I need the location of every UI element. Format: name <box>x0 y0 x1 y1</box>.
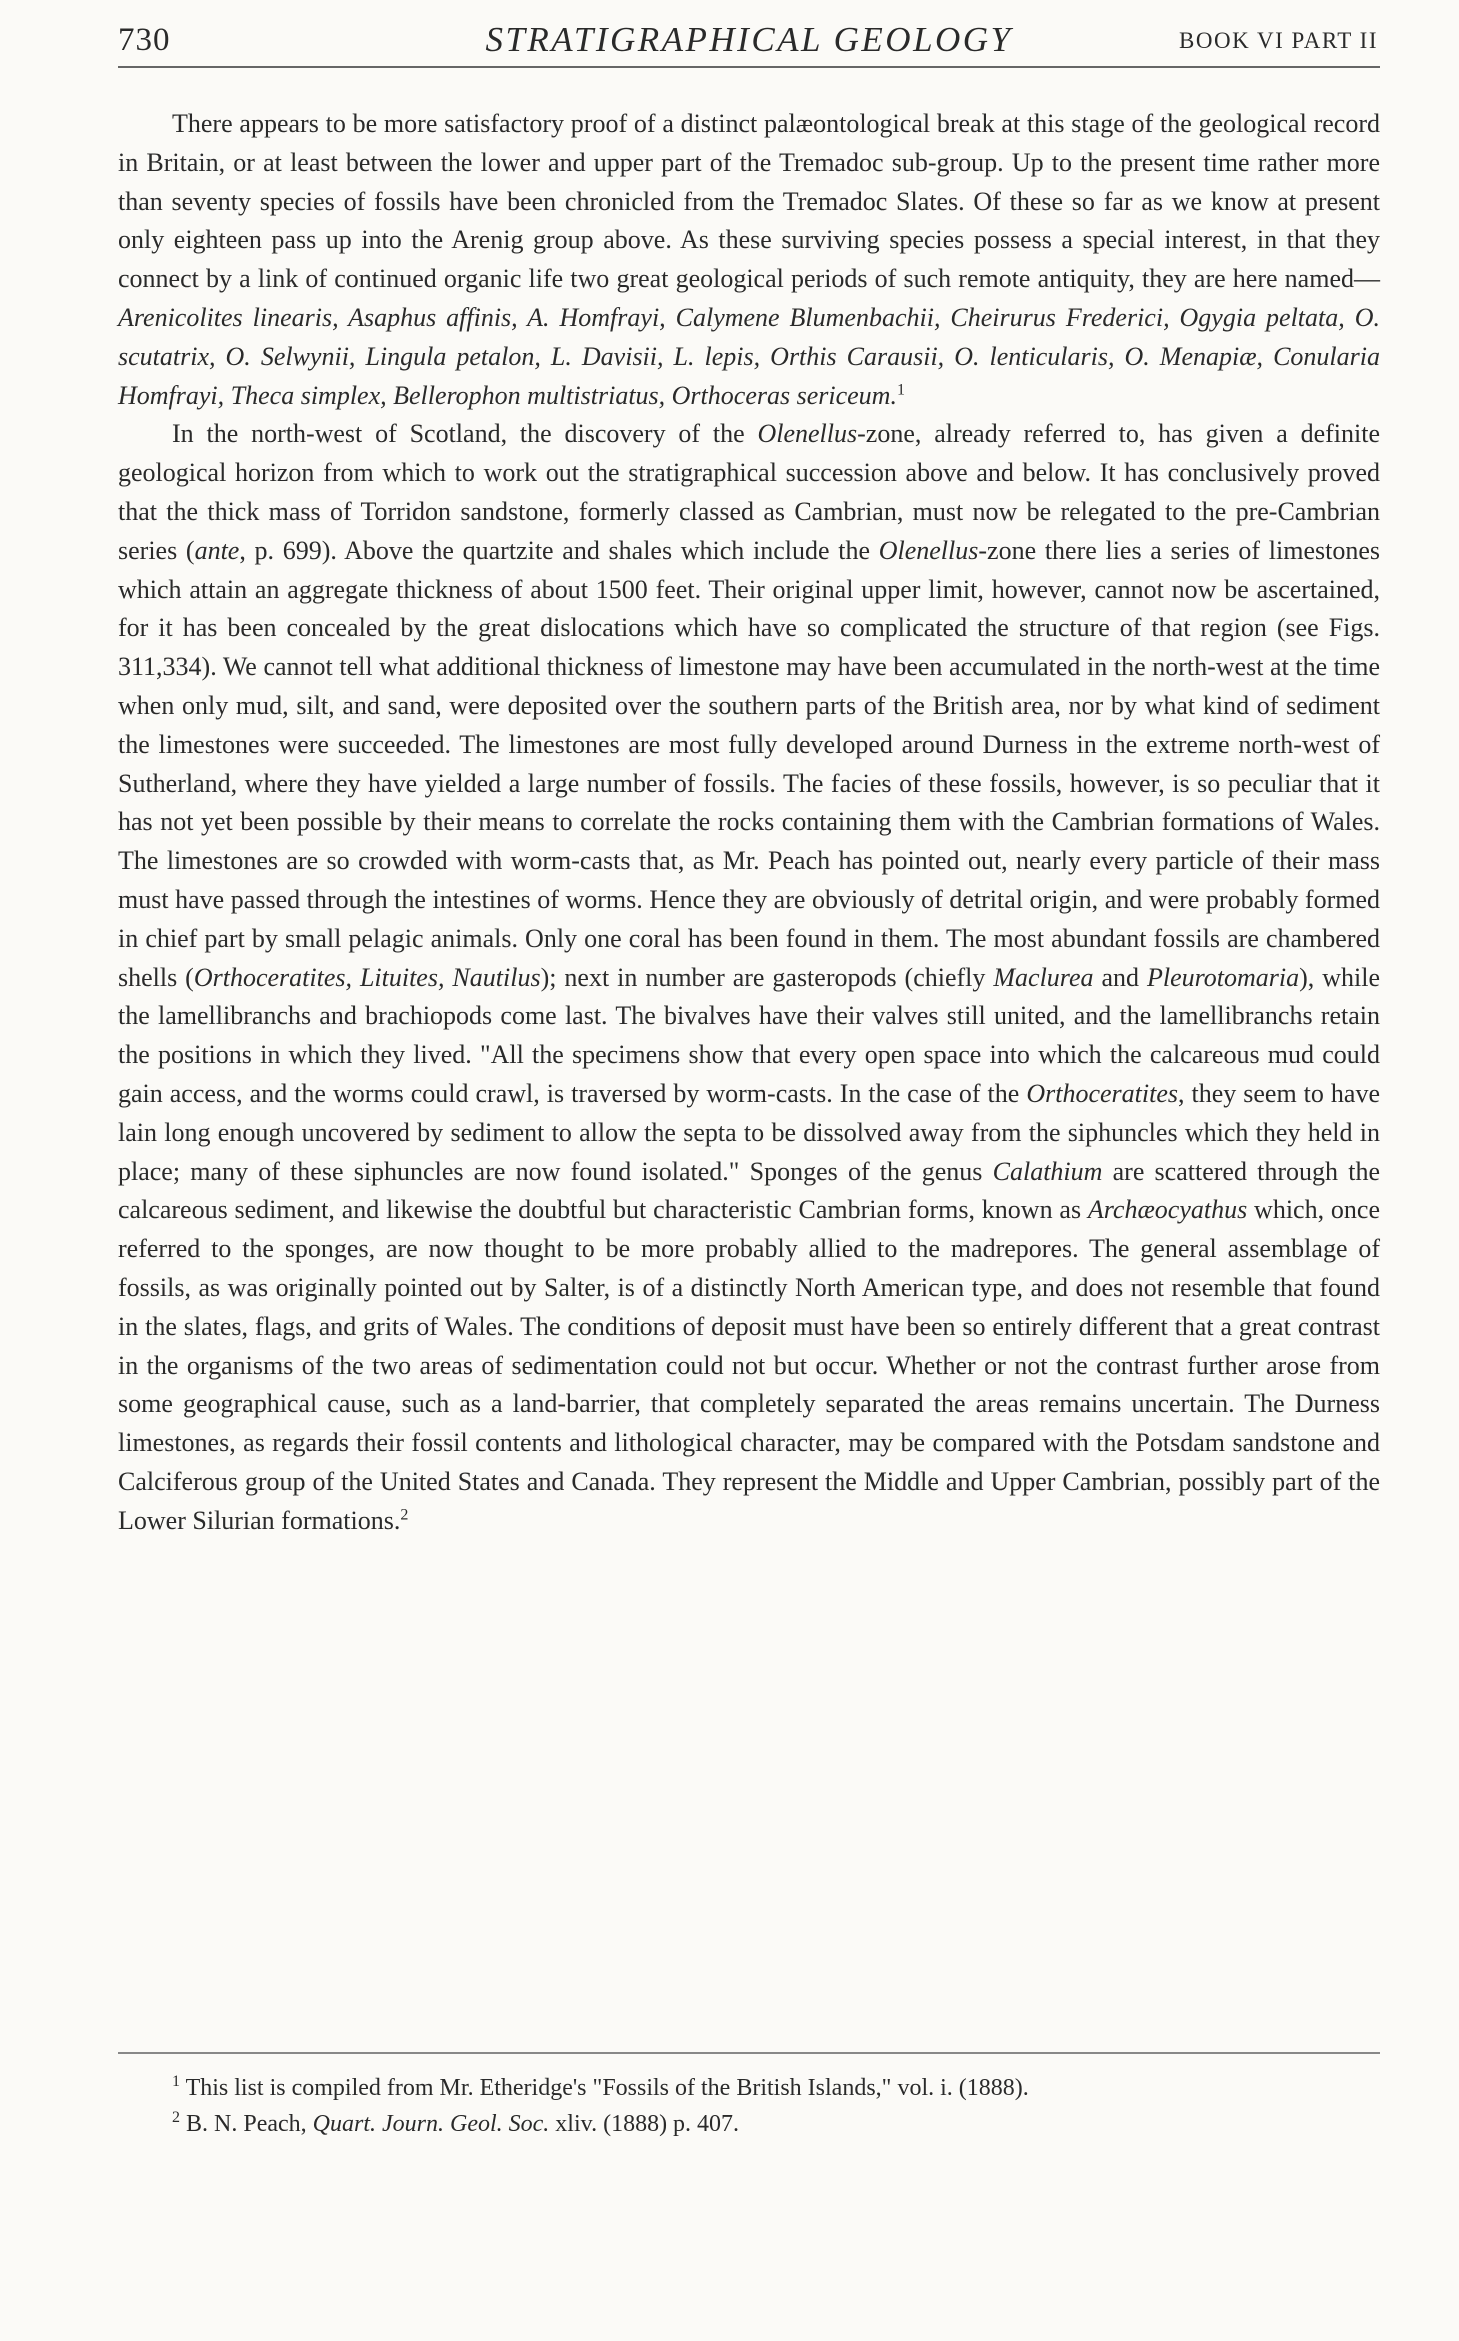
italic-term: Calathium <box>992 1156 1103 1186</box>
text-run: -zone there lies a series of limestones which attain an aggregate thickness of about 1500 feet. Their original upper limit, however, cannot now be ascertained, for it has been concealed by the great dislocations which have so complicated the structure of that region (see Figs. 311,334). We cannot tell what additional thickness of limestone may have been accumulated in the north-west at the time when only mud, silt, and sand, were deposited over the southern parts of the British area, nor by what kind of sediment the limestones were succeeded. The limestones are most fully developed around Durness in the extreme north-west of Sutherland, where they have yielded a large number of fossils. The facies of these fossils, however, is so peculiar that it has not yet been possible by their means to correlate the rocks containing them with the Cambrian formations of Wales. The limestones are so crowded with worm-casts that, as Mr. Peach has pointed out, nearly every particle of their mass must have passed through the intestines of worms. Hence they are obviously of detrital origin, and were probably formed in chief part by small pelagic animals. Only one coral has been found in them. The most abundant fossils are chambered shells ( <box>118 535 1380 992</box>
journal-title: Quart. Journ. Geol. Soc. <box>312 2111 550 2137</box>
paragraph-text: There appears to be more satisfactory proof of a distinct palæontological break at this stage of the geological record in Britain, or at least between the lower and upper part of the Tremadoc sub-group. Up to the present time rather more than seventy species of fossils have been chronicled from the Tremadoc Slates. Of these so far as we know at present only eighteen pass up into the Arenig group above. As these surviving species possess a special interest, in that they connect by a link of continued organic life two great geological periods of such remote antiquity, they are here named— <box>118 109 1380 294</box>
italic-term: Archæocyathus <box>1087 1195 1248 1225</box>
text-run: , p. 699). Above the quartzite and shales which include the <box>239 535 879 565</box>
page-header <box>118 22 1380 68</box>
main-text <box>118 105 1380 1540</box>
text-run: , they seem to have lain long enough uncovered by sediment to allow the septa to be dissolved away from the siphuncles which they held in place; many of these siphuncles are now found isolated." Sponges of the genus <box>118 1078 1380 1186</box>
footnote-marker: 1 <box>172 2073 180 2090</box>
footnote-text: B. N. Peach, <box>186 2111 313 2137</box>
footnote-1 <box>118 2070 1380 2106</box>
text-run: are scattered through the calcareous sediment, and likewise the doubtful but characteristic Cambrian forms, known as <box>118 1156 1380 1225</box>
running-title: STRATIGRAPHICAL GEOLOGY <box>485 20 1013 59</box>
italic-term: Orthoceratites <box>1026 1078 1178 1108</box>
species-list: Arenicolites linearis, Asaphus affinis, A. Homfrayi, Calymene Blumenbachii, Cheirurus Frederici, Ogygia peltata, O. scutatrix, O. Selwynii, Lingula petalon, L. Davisii, L. lepis, Orthis Carausii, O. lenticularis, O. Menapiæ, Conularia Homfrayi, Theca simplex, Bellerophon multistriatus, Orthoceras sericeum. <box>118 302 1380 410</box>
paragraph-durness <box>118 415 1380 1540</box>
paragraph-tremadoc <box>118 105 1380 415</box>
footnote-divider <box>118 2052 1380 2054</box>
footnote-reference: 1 <box>896 380 905 398</box>
text-run: ), while the lamellibranchs and brachiopods come last. The bivalves have their valves still united, and the lamellibranchs retain the positions in which they lived. "All the specimens show that every open space into which the calcareous mud could gain access, and the worms could crawl, is traversed by worm-casts. In the case of the <box>118 962 1380 1108</box>
text-run: which, once referred to the sponges, are now thought to be more probably allied to the madrepores. The general assemblage of fossils, as was originally pointed out by Salter, is of a distinctly North American type, and does not resemble that found in the slates, flags, and grits of Wales. The conditions of deposit must have been so entirely different that a great contrast in the organisms of the two areas of sedimentation could not but occur. Whether or not the contrast further arose from some geographical cause, such as a land-barrier, that completely separated the areas remains uncertain. The Durness limestones, as regards their fossil contents and lithological character, may be compared with the Potsdam sandstone and Calciferous group of the United States and Canada. They represent the Middle and Upper Cambrian, possibly part of the Lower Silurian formations. <box>118 1195 1380 1535</box>
book-section-reference: BOOK VI PART II <box>1179 28 1378 53</box>
text-run: and <box>1093 962 1147 992</box>
text-run: ); next in number are gasteropods (chiefly <box>540 962 994 992</box>
italic-term: ante <box>194 535 240 565</box>
footnote-text: This list is compiled from Mr. Etheridge's "Fossils of the British Islands," vol. i. (1888). <box>185 2075 1029 2101</box>
footnote-reference: 2 <box>400 1506 409 1524</box>
footnotes <box>118 2070 1380 2142</box>
italic-term: Olenellus <box>878 535 979 565</box>
italic-term: Pleurotomaria <box>1146 962 1300 992</box>
italic-term: Orthoceratites, Lituites, Nautilus <box>193 962 541 992</box>
footnote-marker: 2 <box>172 2109 180 2126</box>
page-number: 730 <box>118 22 171 58</box>
italic-term: Maclurea <box>993 962 1094 992</box>
text-run: -zone, already referred to, has given a definite geological horizon from which to work out the stratigraphical succession above and below. It has conclusively proved that the thick mass of Torridon sandstone, formerly classed as Cambrian, must now be relegated to the pre-Cambrian series ( <box>118 419 1380 565</box>
italic-term: Olenellus <box>757 419 858 449</box>
footnote-text: xliv. (1888) p. 407. <box>549 2111 740 2137</box>
footnote-2 <box>118 2106 1380 2142</box>
text-run: In the north-west of Scotland, the discovery of the <box>172 419 758 449</box>
